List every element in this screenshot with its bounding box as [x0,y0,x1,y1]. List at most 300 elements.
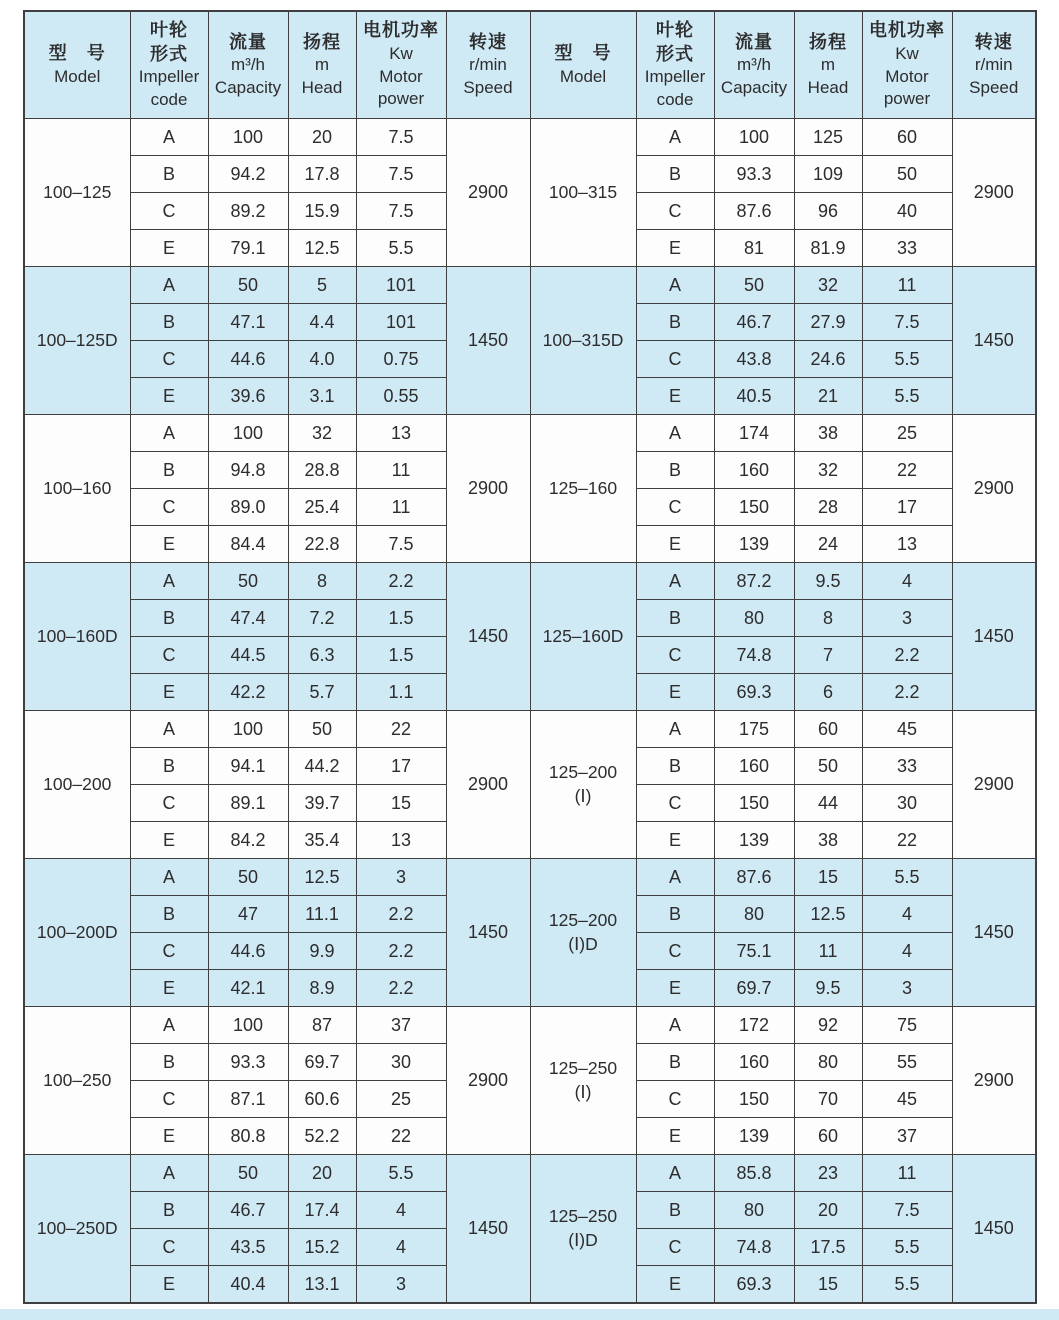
model-name-line2: (Ⅰ) [574,785,592,806]
head-cell: 35.4 [288,822,356,859]
impeller-code-cell: A [130,711,208,748]
model-name-line1: 100–160D [36,625,118,646]
speed-cell: 1450 [952,563,1036,711]
head-cell: 24.6 [794,341,862,378]
capacity-cell: 47 [208,896,288,933]
model-cell [24,119,130,267]
model-name-line2: (Ⅰ) [574,1081,592,1102]
head-cell: 6.3 [288,637,356,674]
spec-table-body [24,119,1036,1304]
header-capacity-left [208,11,288,119]
capacity-cell: 75.1 [714,933,794,970]
power-cell: 15 [356,785,446,822]
capacity-cell: 94.1 [208,748,288,785]
impeller-code-cell: B [130,1192,208,1229]
header-model-left [24,11,130,119]
header-speed-zh: 转速 [469,31,507,52]
model-cell [530,1007,636,1155]
head-cell: 9.5 [794,970,862,1007]
model-cell [530,1155,636,1304]
model-cell [24,711,130,859]
capacity-cell: 172 [714,1007,794,1044]
head-cell: 92 [794,1007,862,1044]
header-power-en2: power [883,89,931,109]
spec-row [24,267,1036,304]
head-cell: 38 [794,415,862,452]
impeller-code-cell: A [130,859,208,896]
header-capacity-unit: m³/h [231,55,265,75]
impeller-code-cell: E [130,230,208,267]
speed-cell: 1450 [446,1155,530,1304]
impeller-code-cell: B [636,896,714,933]
impeller-code-cell: B [636,748,714,785]
model-cell [530,563,636,711]
head-cell: 38 [794,822,862,859]
impeller-code-cell: B [130,896,208,933]
head-cell: 5 [288,267,356,304]
impeller-code-cell: B [636,156,714,193]
impeller-code-cell: E [130,378,208,415]
capacity-cell: 81 [714,230,794,267]
head-cell: 11 [794,933,862,970]
head-cell: 125 [794,119,862,156]
head-cell: 15 [794,1266,862,1304]
head-cell: 5.7 [288,674,356,711]
model-name-line1: 125–200 [548,761,618,782]
spec-row [24,119,1036,156]
power-cell: 1.5 [356,600,446,637]
impeller-code-cell: E [130,674,208,711]
head-cell: 60 [794,711,862,748]
impeller-code-cell: C [636,341,714,378]
capacity-cell: 50 [208,563,288,600]
head-cell: 17.4 [288,1192,356,1229]
capacity-cell: 84.4 [208,526,288,563]
speed-cell: 2900 [952,415,1036,563]
capacity-cell: 160 [714,452,794,489]
power-cell: 3 [862,970,952,1007]
impeller-code-cell: E [130,526,208,563]
header-impeller-zh1: 叶轮 [656,19,694,40]
head-cell: 39.7 [288,785,356,822]
power-cell: 13 [356,415,446,452]
power-cell: 4 [862,896,952,933]
header-head-left [288,11,356,119]
impeller-code-cell: E [636,378,714,415]
power-cell: 3 [862,600,952,637]
header-power-en1: Motor [379,66,423,86]
power-cell: 1.5 [356,637,446,674]
impeller-code-cell: E [130,1266,208,1304]
head-cell: 25.4 [288,489,356,526]
capacity-cell: 39.6 [208,378,288,415]
impeller-code-cell: C [130,489,208,526]
speed-cell: 1450 [952,267,1036,415]
head-cell: 4.0 [288,341,356,378]
impeller-code-cell: A [636,1007,714,1044]
head-cell: 32 [794,452,862,489]
head-cell: 13.1 [288,1266,356,1304]
head-cell: 15 [794,859,862,896]
capacity-cell: 139 [714,526,794,563]
model-name-line1: 100–160 [43,477,112,498]
head-cell: 50 [794,748,862,785]
capacity-cell: 44.5 [208,637,288,674]
speed-cell: 2900 [446,711,530,859]
spec-row [24,859,1036,896]
power-cell: 11 [356,489,446,526]
model-name-line1: 100–315D [542,329,624,350]
head-cell: 60 [794,1118,862,1155]
capacity-cell: 80 [714,1192,794,1229]
model-cell [530,711,636,859]
header-impeller-en1: Impeller [644,67,706,87]
header-capacity-unit: m³/h [737,55,771,75]
header-power-en1: Motor [885,66,929,86]
power-cell: 60 [862,119,952,156]
impeller-code-cell: A [130,1155,208,1192]
capacity-cell: 44.6 [208,933,288,970]
capacity-cell: 50 [208,859,288,896]
power-cell: 33 [862,748,952,785]
speed-cell: 2900 [952,119,1036,267]
power-cell: 13 [862,526,952,563]
header-speed-left [446,11,530,119]
power-cell: 30 [862,785,952,822]
head-cell: 22.8 [288,526,356,563]
impeller-code-cell: A [130,119,208,156]
impeller-code-cell: A [636,711,714,748]
head-cell: 20 [288,119,356,156]
impeller-code-cell: C [130,933,208,970]
head-cell: 12.5 [794,896,862,933]
capacity-cell: 93.3 [714,156,794,193]
header-capacity-right [714,11,794,119]
impeller-code-cell: A [130,415,208,452]
impeller-code-cell: E [130,822,208,859]
power-cell: 1.1 [356,674,446,711]
impeller-code-cell: B [130,304,208,341]
model-name-line1: 100–250D [36,1217,118,1238]
header-speed-right [952,11,1036,119]
capacity-cell: 80.8 [208,1118,288,1155]
impeller-code-cell: B [130,748,208,785]
model-cell [24,1007,130,1155]
capacity-cell: 50 [714,267,794,304]
model-name-line2: (Ⅰ)D [568,933,598,954]
impeller-code-cell: C [636,489,714,526]
head-cell: 8 [794,600,862,637]
impeller-code-cell: A [636,859,714,896]
impeller-code-cell: C [130,1081,208,1118]
header-power-en2: power [377,89,425,109]
power-cell: 101 [356,304,446,341]
model-cell [530,119,636,267]
impeller-code-cell: C [130,341,208,378]
capacity-cell: 174 [714,415,794,452]
model-name-line1: 100–200D [36,921,118,942]
header-power-zh: 电机功率 [363,20,439,41]
impeller-code-cell: A [130,1007,208,1044]
capacity-cell: 100 [208,119,288,156]
capacity-cell: 89.0 [208,489,288,526]
header-head-en: Head [301,77,343,97]
capacity-cell: 47.4 [208,600,288,637]
speed-cell: 1450 [446,859,530,1007]
capacity-cell: 139 [714,822,794,859]
capacity-cell: 40.5 [714,378,794,415]
capacity-cell: 42.1 [208,970,288,1007]
header-speed-unit: r/min [469,55,507,75]
capacity-cell: 79.1 [208,230,288,267]
spec-row [24,563,1036,600]
capacity-cell: 160 [714,1044,794,1081]
power-cell: 37 [356,1007,446,1044]
capacity-cell: 87.1 [208,1081,288,1118]
impeller-code-cell: A [130,563,208,600]
capacity-cell: 40.4 [208,1266,288,1304]
power-cell: 0.75 [356,341,446,378]
model-name-line1: 125–160 [548,477,618,498]
header-capacity-en: Capacity [214,77,282,97]
head-cell: 70 [794,1081,862,1118]
head-cell: 69.7 [288,1044,356,1081]
impeller-code-cell: A [636,415,714,452]
model-name-line1: 125–200 [548,909,618,930]
header-impeller-zh2: 形式 [656,43,694,64]
power-cell: 11 [862,267,952,304]
impeller-code-cell: C [636,1081,714,1118]
power-cell: 5.5 [862,1229,952,1266]
power-cell: 30 [356,1044,446,1081]
spec-row [24,1007,1036,1044]
header-model-zh: 型 号 [48,42,106,63]
capacity-cell: 94.8 [208,452,288,489]
head-cell: 81.9 [794,230,862,267]
power-cell: 13 [356,822,446,859]
head-cell: 8.9 [288,970,356,1007]
power-cell: 22 [356,711,446,748]
capacity-cell: 100 [714,119,794,156]
header-speed-en: Speed [969,77,1019,97]
power-cell: 11 [862,1155,952,1192]
head-cell: 12.5 [288,859,356,896]
impeller-code-cell: C [636,193,714,230]
header-power-left [356,11,446,119]
power-cell: 5.5 [862,1266,952,1304]
power-cell: 11 [356,452,446,489]
capacity-cell: 87.2 [714,563,794,600]
head-cell: 23 [794,1155,862,1192]
power-cell: 2.2 [862,637,952,674]
model-name-line1: 125–250 [548,1057,618,1078]
impeller-code-cell: E [636,822,714,859]
power-cell: 2.2 [356,970,446,1007]
header-impeller-right [636,11,714,119]
impeller-code-cell: A [636,563,714,600]
power-cell: 2.2 [862,674,952,711]
capacity-cell: 87.6 [714,859,794,896]
capacity-cell: 42.2 [208,674,288,711]
spec-row [24,711,1036,748]
header-head-en: Head [807,77,849,97]
model-cell [24,1155,130,1304]
head-cell: 7 [794,637,862,674]
capacity-cell: 74.8 [714,637,794,674]
head-cell: 96 [794,193,862,230]
impeller-code-cell: B [130,1044,208,1081]
spec-row [24,415,1036,452]
speed-cell: 1450 [952,1155,1036,1304]
impeller-code-cell: E [130,970,208,1007]
head-cell: 6 [794,674,862,711]
capacity-cell: 50 [208,1155,288,1192]
model-cell [530,267,636,415]
model-cell [24,563,130,711]
header-capacity-zh: 流量 [229,31,267,52]
head-cell: 21 [794,378,862,415]
footer-strip [0,1309,1059,1320]
impeller-code-cell: E [636,1118,714,1155]
capacity-cell: 150 [714,1081,794,1118]
model-name-line1: 100–125D [36,329,118,350]
impeller-code-cell: C [636,637,714,674]
head-cell: 28 [794,489,862,526]
head-cell: 44 [794,785,862,822]
power-cell: 7.5 [356,526,446,563]
head-cell: 9.5 [794,563,862,600]
capacity-cell: 150 [714,489,794,526]
capacity-cell: 94.2 [208,156,288,193]
power-cell: 7.5 [356,193,446,230]
model-cell [24,415,130,563]
speed-cell: 1450 [952,859,1036,1007]
pump-spec-table [23,10,1037,1304]
capacity-cell: 87.6 [714,193,794,230]
head-cell: 7.2 [288,600,356,637]
power-cell: 7.5 [356,119,446,156]
impeller-code-cell: A [636,119,714,156]
head-cell: 20 [288,1155,356,1192]
power-cell: 37 [862,1118,952,1155]
power-cell: 25 [356,1081,446,1118]
impeller-code-cell: C [130,1229,208,1266]
impeller-code-cell: E [636,970,714,1007]
capacity-cell: 69.3 [714,674,794,711]
head-cell: 11.1 [288,896,356,933]
impeller-code-cell: B [130,156,208,193]
impeller-code-cell: C [130,193,208,230]
model-cell [530,859,636,1007]
header-model-right [530,11,636,119]
power-cell: 25 [862,415,952,452]
head-cell: 52.2 [288,1118,356,1155]
power-cell: 2.2 [356,563,446,600]
speed-cell: 2900 [952,1007,1036,1155]
header-impeller-en1: Impeller [138,67,200,87]
power-cell: 22 [862,452,952,489]
model-name-line1: 100–125 [43,181,112,202]
power-cell: 4 [862,563,952,600]
power-cell: 101 [356,267,446,304]
capacity-cell: 46.7 [208,1192,288,1229]
head-cell: 9.9 [288,933,356,970]
head-cell: 17.5 [794,1229,862,1266]
power-cell: 0.55 [356,378,446,415]
model-name-line1: 125–250 [548,1205,618,1226]
model-name-line2: (Ⅰ)D [568,1229,598,1250]
capacity-cell: 150 [714,785,794,822]
capacity-cell: 160 [714,748,794,785]
header-head-zh: 扬程 [303,31,341,52]
impeller-code-cell: C [636,1229,714,1266]
impeller-code-cell: E [130,1118,208,1155]
impeller-code-cell: B [636,304,714,341]
power-cell: 3 [356,859,446,896]
impeller-code-cell: B [636,600,714,637]
header-head-zh: 扬程 [809,31,847,52]
model-name-line1: 100–250 [43,1069,112,1090]
power-cell: 5.5 [862,378,952,415]
power-cell: 7.5 [862,1192,952,1229]
head-cell: 32 [794,267,862,304]
capacity-cell: 43.8 [714,341,794,378]
head-cell: 80 [794,1044,862,1081]
power-cell: 17 [356,748,446,785]
capacity-cell: 43.5 [208,1229,288,1266]
head-cell: 32 [288,415,356,452]
head-cell: 3.1 [288,378,356,415]
speed-cell: 2900 [446,119,530,267]
capacity-cell: 50 [208,267,288,304]
capacity-cell: 47.1 [208,304,288,341]
impeller-code-cell: C [130,637,208,674]
power-cell: 7.5 [862,304,952,341]
power-cell: 5.5 [356,230,446,267]
header-head-unit: m [314,55,330,75]
impeller-code-cell: C [636,785,714,822]
impeller-code-cell: C [636,933,714,970]
speed-cell: 1450 [446,267,530,415]
header-head-right [794,11,862,119]
header-model-zh: 型 号 [554,42,612,63]
head-cell: 60.6 [288,1081,356,1118]
power-cell: 40 [862,193,952,230]
power-cell: 17 [862,489,952,526]
power-cell: 3 [356,1266,446,1304]
header-impeller-left [130,11,208,119]
power-cell: 45 [862,711,952,748]
impeller-code-cell: B [636,452,714,489]
model-cell [24,267,130,415]
power-cell: 4 [356,1192,446,1229]
power-cell: 2.2 [356,933,446,970]
header-impeller-zh1: 叶轮 [150,19,188,40]
power-cell: 22 [862,822,952,859]
head-cell: 4.4 [288,304,356,341]
head-cell: 24 [794,526,862,563]
header-head-unit: m [820,55,836,75]
capacity-cell: 69.7 [714,970,794,1007]
impeller-code-cell: B [130,600,208,637]
power-cell: 5.5 [862,341,952,378]
impeller-code-cell: E [636,230,714,267]
power-cell: 22 [356,1118,446,1155]
model-cell [24,859,130,1007]
speed-cell: 2900 [952,711,1036,859]
power-cell: 45 [862,1081,952,1118]
header-speed-zh: 转速 [974,31,1013,52]
